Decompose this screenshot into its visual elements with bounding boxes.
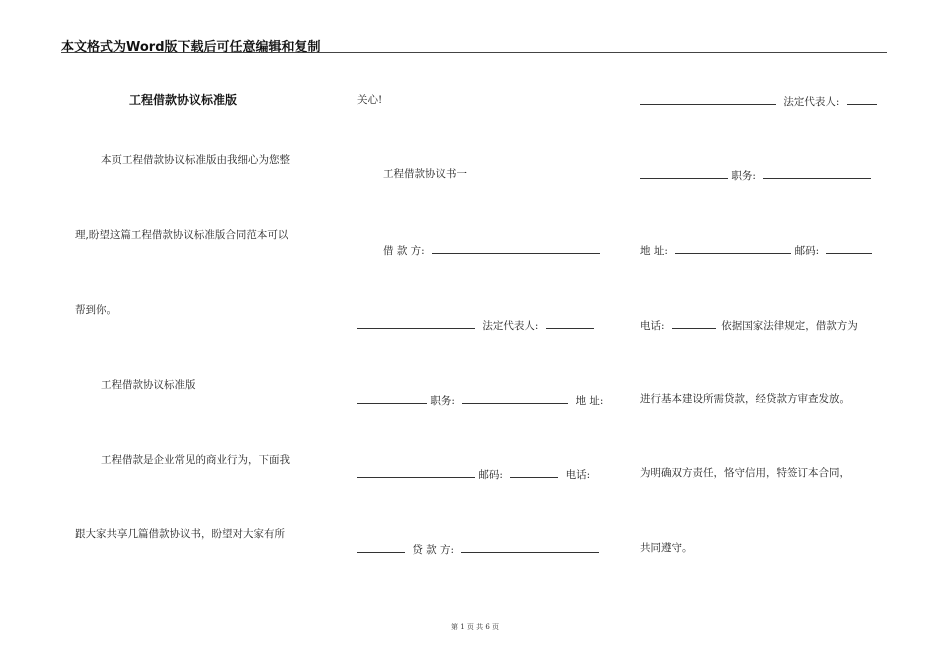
agreement-heading: 工程借款协议书一	[383, 168, 467, 180]
position-label-2: 职务:	[731, 170, 756, 182]
phone-blank-2[interactable]	[672, 317, 716, 329]
page-footer: 第 1 页 共 6 页	[450, 623, 500, 631]
position-blank[interactable]	[462, 392, 568, 404]
phone-row-2	[640, 317, 858, 333]
body-line-3: 关心!	[357, 94, 383, 106]
legal-rep-row-2	[640, 93, 877, 109]
column-left	[75, 60, 335, 620]
legal-rep-row	[357, 317, 594, 333]
position-prefix-blank-2[interactable]	[640, 167, 728, 179]
body-line-1: 工程借款是企业常见的商业行为，下面我	[101, 454, 290, 466]
position-label: 职务:	[430, 395, 455, 407]
lender-row	[357, 541, 599, 557]
lender-blank[interactable]	[461, 541, 599, 553]
borrower-blank[interactable]	[432, 242, 600, 254]
postcode-blank-2[interactable]	[826, 242, 872, 254]
column-middle	[357, 60, 617, 620]
legal-rep-blank[interactable]	[546, 317, 594, 329]
postcode-prefix-blank[interactable]	[357, 466, 475, 478]
position-prefix-blank[interactable]	[357, 392, 427, 404]
position-row-2	[640, 167, 871, 183]
postcode-phone-row	[357, 466, 590, 482]
body-line-5: 进行基本建设所需贷款，经贷款方审查发放。	[640, 393, 850, 405]
postcode-blank[interactable]	[510, 466, 558, 478]
subheading: 工程借款协议标准版	[101, 379, 196, 391]
column-right	[640, 60, 885, 620]
postcode-label-2: 邮码:	[794, 245, 820, 257]
lender-prefix-blank[interactable]	[357, 541, 405, 553]
position-address-row	[357, 392, 603, 408]
borrower-row	[383, 242, 600, 258]
phone-label: 电话:	[565, 469, 591, 481]
intro-line-1: 本页工程借款协议标准版由我细心为您整	[101, 154, 290, 166]
intro-line-3: 帮到你。	[75, 304, 117, 316]
document-header	[61, 32, 887, 54]
address-blank-2[interactable]	[675, 242, 791, 254]
document-title: 工程借款协议标准版	[129, 93, 238, 107]
legal-rep-blank-2[interactable]	[847, 93, 877, 105]
header-divider	[61, 52, 887, 53]
postcode-label: 邮码:	[478, 469, 503, 481]
body-line-2: 跟大家共享几篇借款协议书，盼望对大家有所	[75, 528, 285, 540]
borrower-label: 借 款 方:	[383, 245, 425, 257]
legal-rep-prefix-blank-2[interactable]	[640, 93, 776, 105]
address-label: 地 址:	[575, 395, 604, 407]
address-postcode-row-2	[640, 242, 872, 258]
body-line-7: 共同遵守。	[640, 542, 693, 554]
lender-label: 贷 款 方:	[412, 544, 455, 556]
legal-rep-prefix-blank[interactable]	[357, 317, 475, 329]
position-blank-2[interactable]	[763, 167, 871, 179]
legal-rep-label: 法定代表人:	[482, 320, 539, 332]
intro-line-2: 理,盼望这篇工程借款协议标准版合同范本可以	[75, 229, 289, 241]
address-label-2: 地 址:	[640, 245, 668, 257]
legal-rep-label-2: 法定代表人:	[783, 96, 840, 108]
body-line-6: 为明确双方责任，恪守信用，特签订本合同，	[640, 467, 850, 479]
phone-label-2: 电话:	[640, 320, 665, 332]
body-line-4: 依据国家法律规定，借款方为	[721, 320, 858, 332]
header-title: 本文格式为Word版下载后可任意编辑和复制	[61, 40, 321, 55]
